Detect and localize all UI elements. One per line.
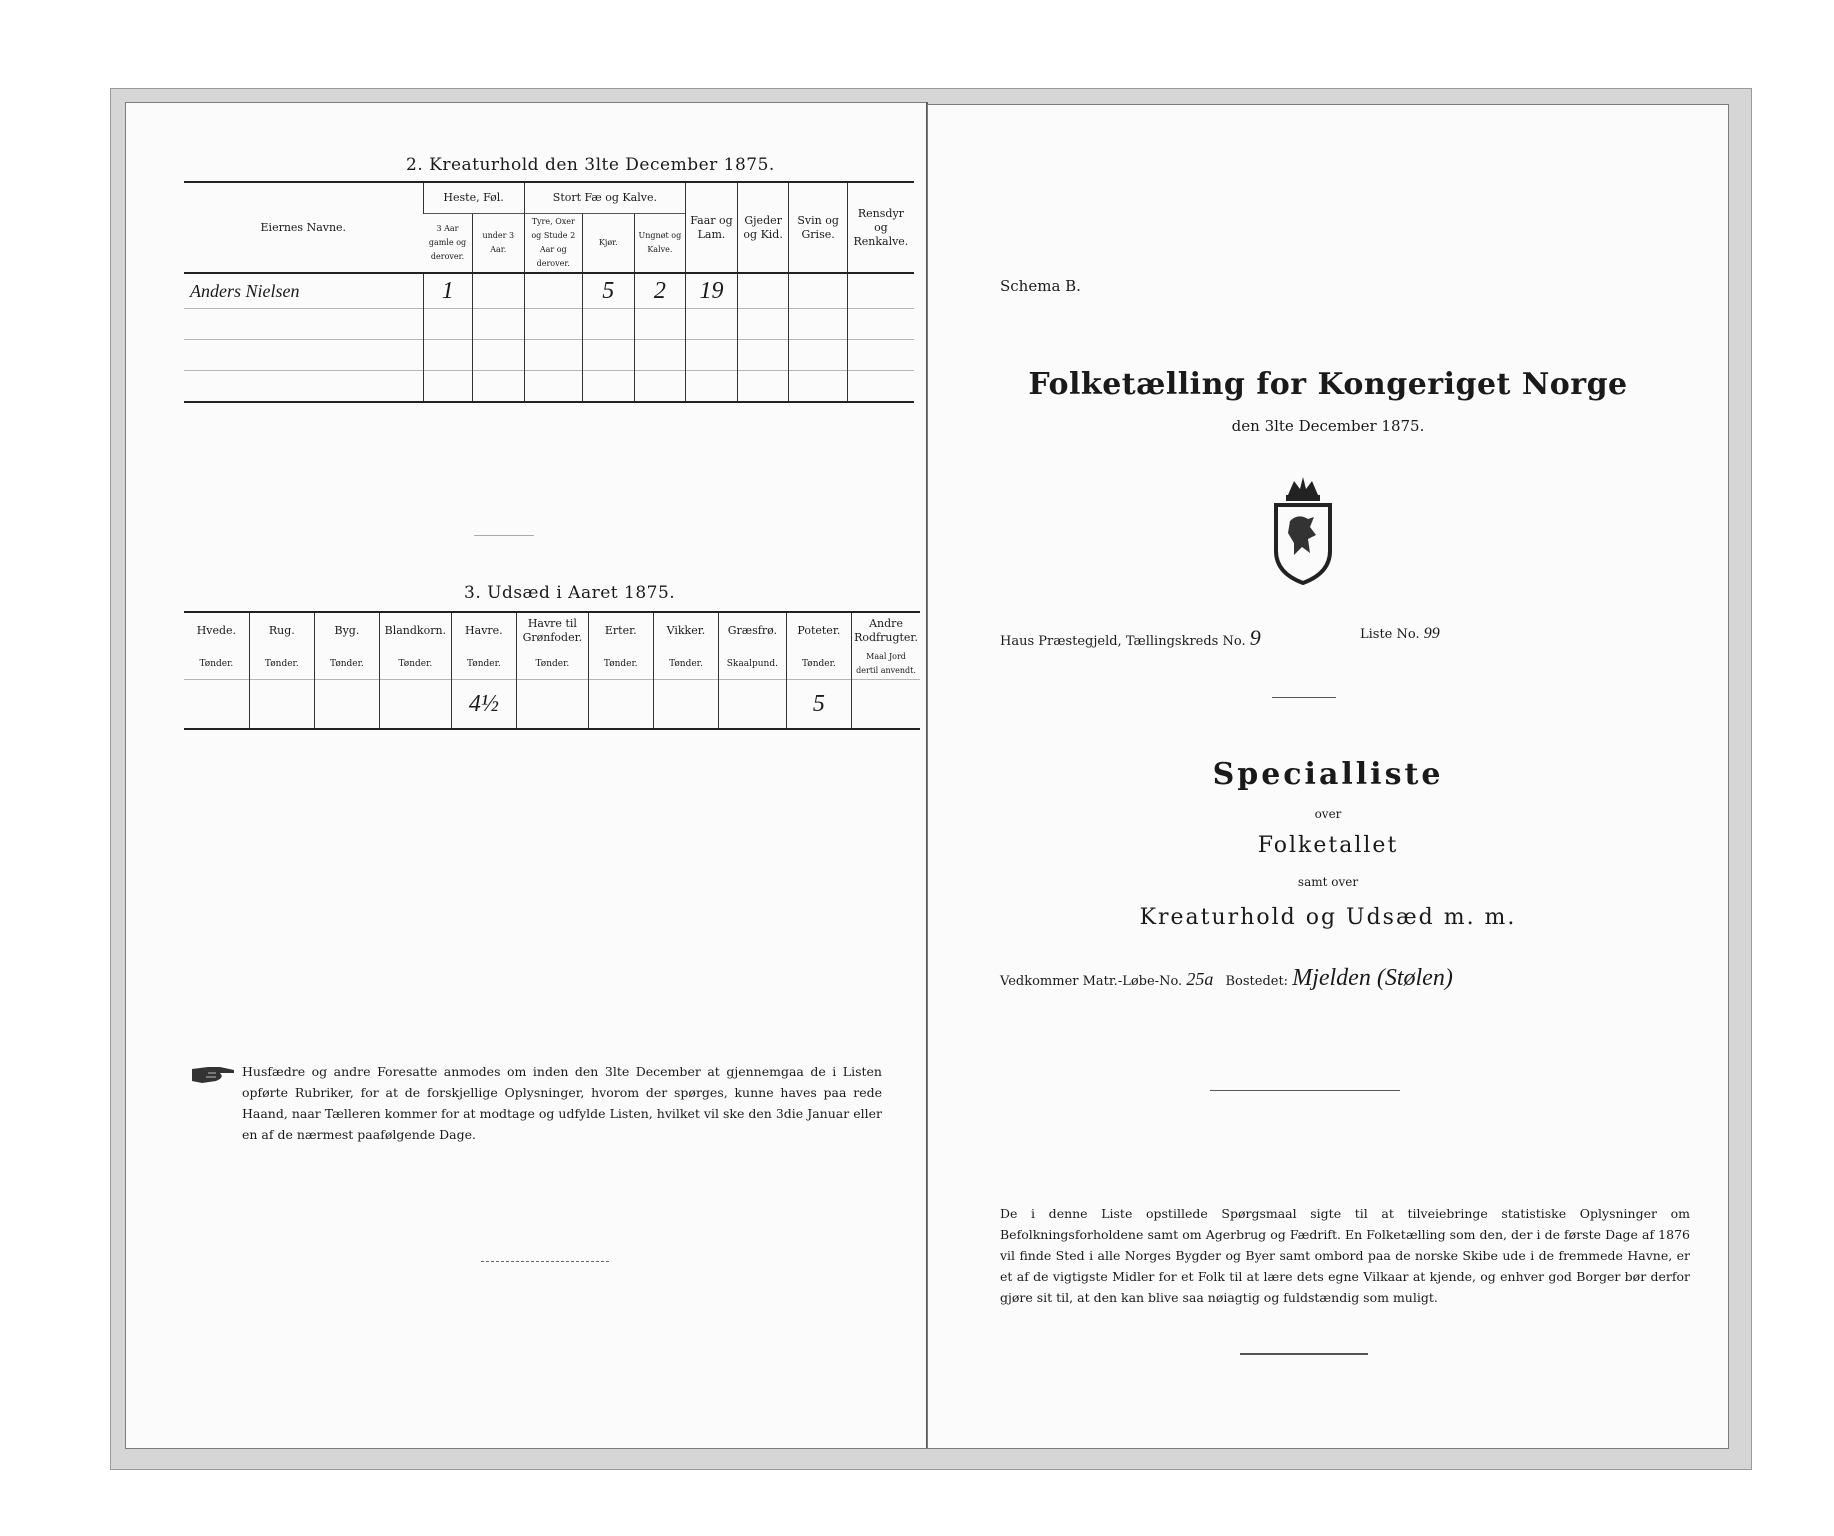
mixed-grain-header: Blandkorn. bbox=[379, 612, 451, 649]
matr-value: 25a bbox=[1186, 969, 1214, 989]
bosted-label: Bostedet: bbox=[1225, 974, 1289, 989]
samt-over-text: samt over bbox=[1297, 875, 1359, 889]
goats-cell bbox=[737, 273, 789, 309]
wheat-cell bbox=[184, 680, 249, 730]
oats-cell: 4½ bbox=[451, 680, 516, 730]
divider bbox=[1240, 1353, 1368, 1355]
oats-green-unit: Tønder. bbox=[516, 649, 588, 680]
oats-unit: Tønder. bbox=[451, 649, 516, 680]
divider bbox=[481, 1261, 609, 1262]
mixed-grain-unit: Tønder. bbox=[379, 649, 451, 680]
sheep-header: Faar og Lam. bbox=[686, 182, 738, 273]
horses-header: Heste, Føl. bbox=[423, 182, 524, 214]
rye-header: Rug. bbox=[249, 612, 314, 649]
grass-seed-header: Græsfrø. bbox=[719, 612, 787, 649]
horses-young-cell bbox=[472, 273, 524, 309]
barley-header: Byg. bbox=[314, 612, 379, 649]
info-text: De i denne Liste opstillede Spørgsmaal sigte til at tilveiebringe statistiske Oplysninger om Befolkningsforholdene samt om Agerbrug og Fædrift. En Folketælling som den, der i de første Dage af 1876 vil finde Sted i alle Norges Bygder og Byer samt ombord paa de norske Skibe ude i de fremmede Havne, er et af de vigtigste Midler for et Folk til at lære dets egne Vilkaar at kjende, og enhver god Borger bør derfor gjøre sit til, at den kan blive saa nøiagtig og fuldstændig som muligt. bbox=[1000, 1206, 1690, 1305]
kreaturhold-text: Kreaturhold og Udsæd m. m. bbox=[1139, 905, 1517, 930]
table-row bbox=[184, 371, 914, 403]
divider bbox=[1272, 697, 1336, 698]
potatoes-unit: Tønder. bbox=[786, 649, 851, 680]
table-row bbox=[184, 309, 914, 340]
bulls-cell bbox=[524, 273, 582, 309]
prestegjeld-label: Haus Præstegjeld, bbox=[1000, 634, 1122, 649]
bosted-value: Mjelden (Stølen) bbox=[1292, 965, 1453, 991]
schema-label: Schema B. bbox=[1000, 277, 1081, 295]
reindeer-header: Rensdyr og Renkalve. bbox=[847, 182, 914, 273]
cattle-header: Stort Fæ og Kalve. bbox=[524, 182, 686, 214]
bulls-header: Tyre, Oxer og Stude 2 Aar og derover. bbox=[524, 214, 582, 274]
goats-header: Gjeder og Kid. bbox=[737, 182, 789, 273]
other-roots-cell bbox=[852, 680, 920, 730]
vetch-header: Vikker. bbox=[653, 612, 718, 649]
oats-header: Havre. bbox=[451, 612, 516, 649]
over-text: over bbox=[1314, 807, 1342, 821]
seed-title: 3. Udsæd i Aaret 1875. bbox=[464, 583, 676, 603]
vetch-cell bbox=[653, 680, 718, 730]
calves-cell: 2 bbox=[634, 273, 686, 309]
coat-of-arms-icon bbox=[1270, 473, 1336, 585]
barley-unit: Tønder. bbox=[314, 649, 379, 680]
table-row bbox=[184, 680, 920, 730]
barley-cell bbox=[314, 680, 379, 730]
divider bbox=[474, 535, 534, 536]
wheat-unit: Tønder. bbox=[199, 659, 234, 669]
pigs-cell bbox=[789, 273, 847, 309]
oats-green-header: Havre til Grønfoder. bbox=[516, 612, 588, 649]
livestock-table bbox=[184, 181, 914, 403]
kreds-label: Tællingskreds No. bbox=[1125, 634, 1246, 649]
potatoes-header: Poteter. bbox=[786, 612, 851, 649]
pointing-hand-icon bbox=[190, 1061, 236, 1087]
notice-text: Husfædre og andre Foresatte anmodes om inden den 3lte December at gjennemgaa de i Listen opførte Rubriker, for at de forskjellige Oplysninger, hvorom der spørges, kunne haves paa rede Haand, naar Tælleren kommer for at modtage og udfylde Listen, hvilket vil ske den 3die Januar eller en af de nærmest paafølgende Dage. bbox=[242, 1064, 882, 1142]
pigs-header: Svin og Grise. bbox=[789, 182, 847, 273]
rye-unit: Tønder. bbox=[249, 649, 314, 680]
vetch-unit: Tønder. bbox=[653, 649, 718, 680]
left-page bbox=[125, 102, 928, 1449]
oats-green-cell bbox=[516, 680, 588, 730]
horses-adult-cell: 1 bbox=[423, 273, 472, 309]
owner-name-cell: Anders Nielsen bbox=[184, 273, 423, 309]
specialliste-title: Specialliste bbox=[1212, 757, 1444, 792]
seed-table bbox=[184, 611, 920, 730]
page-title: Folketælling for Kongeriget Norge bbox=[1028, 367, 1628, 402]
wheat-header: Hvede. bbox=[184, 612, 249, 649]
folketallet-text: Folketallet bbox=[1257, 833, 1399, 858]
table-row bbox=[184, 273, 914, 309]
divider bbox=[1210, 1090, 1400, 1091]
census-date: den 3lte December 1875. bbox=[1231, 417, 1425, 435]
sheep-cell: 19 bbox=[686, 273, 738, 309]
rye-cell bbox=[249, 680, 314, 730]
liste-value: 99 bbox=[1423, 625, 1440, 642]
liste-label: Liste No. bbox=[1360, 627, 1420, 642]
matr-label: Vedkommer Matr.-Løbe-No. bbox=[1000, 974, 1183, 989]
other-roots-header: Andre Rodfrugter. bbox=[852, 612, 920, 649]
right-page bbox=[927, 104, 1729, 1449]
calves-header: Ungnøt og Kalve. bbox=[634, 214, 686, 274]
grass-seed-cell bbox=[719, 680, 787, 730]
reindeer-cell bbox=[847, 273, 914, 309]
livestock-title: 2. Kreaturhold den 3lte December 1875. bbox=[406, 155, 775, 175]
grass-seed-unit: Skaalpund. bbox=[719, 649, 787, 680]
horses-adult-header: 3 Aar gamle og derover. bbox=[423, 214, 472, 274]
peas-header: Erter. bbox=[588, 612, 653, 649]
mixed-grain-cell bbox=[379, 680, 451, 730]
potatoes-cell: 5 bbox=[786, 680, 851, 730]
owner-name-header: Eiernes Navne. bbox=[184, 182, 423, 273]
other-roots-unit: Maal Jord dertil anvendt. bbox=[852, 649, 920, 680]
horses-young-header: under 3 Aar. bbox=[472, 214, 524, 274]
kreds-value: 9 bbox=[1249, 625, 1261, 650]
cows-header: Kjør. bbox=[582, 214, 634, 274]
cows-cell: 5 bbox=[582, 273, 634, 309]
peas-unit: Tønder. bbox=[588, 649, 653, 680]
peas-cell bbox=[588, 680, 653, 730]
table-row bbox=[184, 340, 914, 371]
